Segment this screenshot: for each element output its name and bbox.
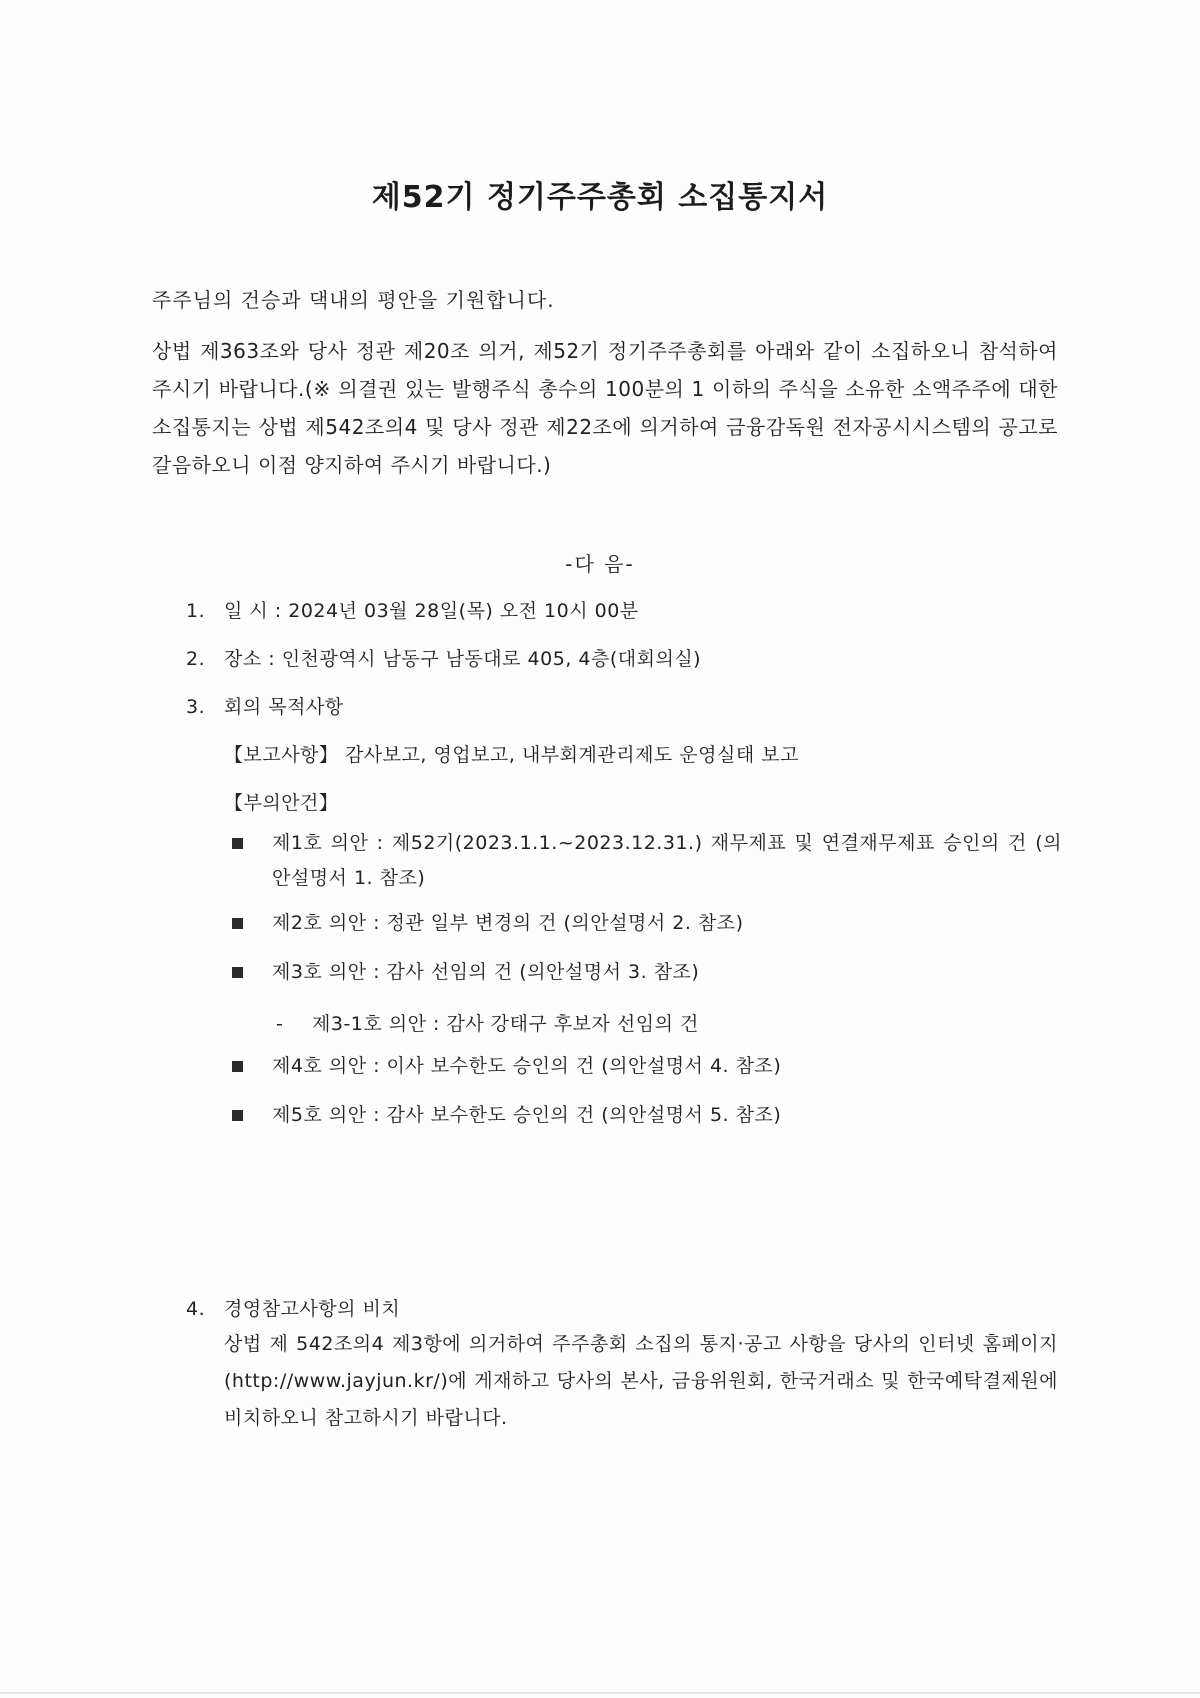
management-reference-paragraph: 상법 제 542조의4 제3항에 의거하여 주주총회 소집의 통지·공고 사항을 당사의 인터넷 홈페이지(http://www.jayjun.kr/)에 게재하고 당사의 본사, 금융위원회, 한국거래소 및 한국예탁결제원에 비치하오니 참고하시기 바랍니다. — [224, 1333, 1058, 1429]
agenda-item-1 — [232, 826, 1062, 896]
item-number: 1. — [186, 600, 206, 622]
item-location — [186, 644, 701, 671]
agenda-item-text: 제1호 의안 : 제52기(2023.1.1.~2023.12.31.) 재무제표 및 연결재무제표 승인의 건 (의안설명서 1. 참조) — [272, 832, 1062, 889]
page-title: 제52기 정기주주총회 소집통지서 — [371, 180, 829, 215]
scan-edge-line — [0, 1692, 1200, 1694]
section-heading: -다 음- — [565, 552, 635, 576]
agenda-heading: 【부의안건】 — [224, 792, 339, 814]
item-management-reference — [186, 1294, 400, 1321]
item-text: 회의 목적사항 — [224, 696, 344, 718]
item-text: 경영참고사항의 비치 — [224, 1298, 401, 1320]
intro-paragraph: 상법 제363조와 당사 정관 제20조 의거, 제52기 정기주주총회를 아래와 같이 소집하오니 참석하여 주시기 바랍니다.(※ 의결권 있는 발행주식 총수의 100분의 1 이하의 주식을 소유한 소액주주에 대한 소집통지는 상법 제542조의4 및 당사 정관 제22조에 의거하여 금융감독원 전자공시시스템의 공고로 갈음하오니 이점 양지하여 주시기 바랍니다.) — [152, 339, 1058, 477]
item-number: 2. — [186, 648, 206, 670]
agenda-item-text: 제3호 의안 : 감사 선임의 건 (의안설명서 3. 참조) — [272, 961, 700, 983]
agenda-item-5 — [232, 1098, 1062, 1133]
agenda-item-text: 제2호 의안 : 정관 일부 변경의 건 (의안설명서 2. 참조) — [272, 912, 744, 934]
agenda-sub-item-text: 제3-1호 의안 : 감사 강태구 후보자 선임의 건 — [312, 1013, 699, 1035]
agenda-item-text: 제5호 의안 : 감사 보수한도 승인의 건 (의안설명서 5. 참조) — [272, 1104, 782, 1126]
item-number: 4. — [186, 1298, 206, 1320]
item-text: 일 시 : 2024년 03월 28일(목) 오전 10시 00분 — [224, 600, 639, 622]
item-text: 장소 : 인천광역시 남동구 남동대로 405, 4층(대회의실) — [224, 648, 702, 670]
item-number: 3. — [186, 696, 206, 718]
agenda-item-3 — [232, 955, 1062, 990]
square-bullet-icon — [232, 967, 243, 978]
greeting-text: 주주님의 건승과 댁내의 평안을 기원합니다. — [152, 288, 555, 312]
item-meeting-purpose — [186, 692, 344, 719]
agenda-sub-item-3-1 — [276, 1009, 699, 1036]
dash-bullet: - — [276, 1013, 284, 1035]
report-items: 【보고사항】 감사보고, 영업보고, 내부회계관리제도 운영실태 보고 — [224, 744, 799, 766]
square-bullet-icon — [232, 1061, 243, 1072]
square-bullet-icon — [232, 838, 243, 849]
square-bullet-icon — [232, 1110, 243, 1121]
agenda-item-4 — [232, 1049, 1062, 1084]
agenda-item-text: 제4호 의안 : 이사 보수한도 승인의 건 (의안설명서 4. 참조) — [272, 1055, 782, 1077]
agenda-item-2 — [232, 906, 1062, 941]
item-datetime — [186, 596, 639, 623]
square-bullet-icon — [232, 918, 243, 929]
